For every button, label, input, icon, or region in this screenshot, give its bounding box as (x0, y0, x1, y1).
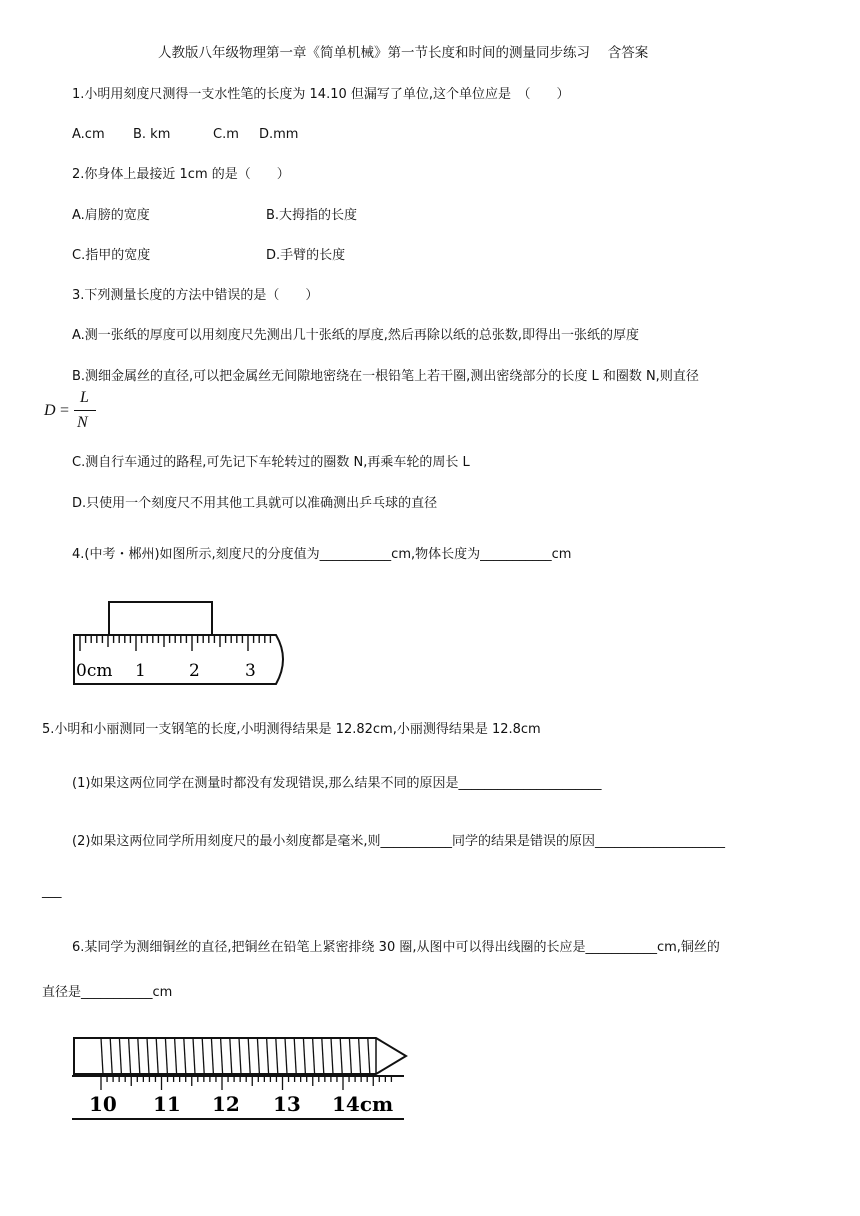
coil-winding (239, 1038, 241, 1074)
ruler-1-label-1: 1 (135, 661, 146, 681)
coil-winding (303, 1038, 305, 1074)
coil-winding (267, 1038, 269, 1074)
question-2-option-a: A.肩膀的宽度 (72, 208, 150, 223)
ruler-2-label-12: 12 (212, 1092, 240, 1116)
coil-winding (331, 1038, 333, 1074)
coil-winding (359, 1038, 361, 1074)
ruler-2-label-10: 10 (89, 1092, 117, 1116)
coil-winding (129, 1038, 131, 1074)
question-5-stem: 5.小明和小丽测同一支钢笔的长度,小明测得结果是 12.82cm,小丽测得结果是 12.8cm (42, 722, 541, 737)
question-2-stem: 2.你身体上最接近 1cm 的是（ ） (72, 167, 290, 182)
coil-winding (294, 1038, 296, 1074)
question-1-option-b: B. km (133, 127, 171, 142)
question-4-stem: 4.(中考・郴州)如图所示,刻度尺的分度值为___________cm,物体长度为___________cm (72, 547, 572, 562)
ruler-1-label-0: 0cm (76, 661, 113, 681)
coil-winding (322, 1038, 324, 1074)
coil-winding (285, 1038, 287, 1074)
formula-lhs: D (44, 402, 56, 419)
coil-winding (276, 1038, 278, 1074)
coil-winding (340, 1038, 342, 1074)
ruler-2-label-14cm: 14cm (332, 1092, 394, 1116)
question-5-part-1: (1)如果这两位同学在测量时都没有发现错误,那么结果不同的原因是______________________ (72, 776, 602, 791)
coil-winding (313, 1038, 315, 1074)
coil-winding (101, 1038, 103, 1074)
question-3-option-a: A.测一张纸的厚度可以用刻度尺先测出几十张纸的厚度,然后再除以纸的总张数,即得出一张纸的厚度 (72, 328, 640, 343)
question-2-option-b: B.大拇指的长度 (266, 208, 358, 223)
measured-block (109, 602, 212, 635)
question-3-option-c: C.测自行车通过的路程,可先记下车轮转过的圈数 N,再乘车轮的周长 L (72, 455, 470, 470)
coil-winding (368, 1038, 370, 1074)
formula-equals: = (60, 402, 70, 419)
question-3-option-d: D.只使用一个刻度尺不用其他工具就可以准确测出乒乓球的直径 (72, 496, 438, 511)
page-title: 人教版八年级物理第一章《简单机械》第一节长度和时间的测量同步练习 含答案 (158, 45, 649, 61)
question-3-stem: 3.下列测量长度的方法中错误的是（ ） (72, 288, 319, 303)
ruler-1-label-2: 2 (189, 661, 200, 681)
coil-winding (248, 1038, 250, 1074)
ruler-figure-1 (70, 597, 292, 689)
coil-winding (193, 1038, 195, 1074)
coil-winding (211, 1038, 213, 1074)
formula-numerator: L (80, 389, 89, 406)
coil-winding (156, 1038, 158, 1074)
coil-winding (175, 1038, 177, 1074)
question-1-option-d: D.mm (259, 127, 299, 142)
fraction-bar (74, 410, 96, 411)
coil-winding (110, 1038, 112, 1074)
coil-winding (138, 1038, 140, 1074)
coil-winding (221, 1038, 223, 1074)
coil-winding (184, 1038, 186, 1074)
question-2-option-d: D.手臂的长度 (266, 248, 346, 263)
ruler-2-label-11: 11 (153, 1092, 181, 1116)
copper-wire-coil (101, 1038, 370, 1074)
question-1-stem: 1.小明用刻度尺测得一支水性笔的长度为 14.10 但漏写了单位,这个单位应是 （ ） (72, 87, 570, 102)
formula-denominator: N (77, 414, 88, 431)
ruler-1-ticks (80, 635, 270, 651)
coil-winding (230, 1038, 232, 1074)
ruler-1-label-3: 3 (245, 661, 256, 681)
question-5-part-2-continued: ___ (42, 884, 62, 899)
question-6-stem-continued: 直径是___________cm (42, 985, 173, 1000)
coil-winding (257, 1038, 259, 1074)
coil-winding (119, 1038, 121, 1074)
ruler-2-ticks (101, 1076, 391, 1090)
question-1-option-a: A.cm (72, 127, 105, 142)
coil-winding (349, 1038, 351, 1074)
question-1-option-c: C.m (213, 127, 239, 142)
question-5-part-2: (2)如果这两位同学所用刻度尺的最小刻度都是毫米,则___________同学的结果是错误的原因____________________ (72, 834, 726, 849)
ruler-2-label-13: 13 (273, 1092, 301, 1116)
ruler-figure-2 (70, 1022, 412, 1124)
coil-winding (202, 1038, 204, 1074)
question-6-stem: 6.某同学为测细铜丝的直径,把铜丝在铅笔上紧密排绕 30 圈,从图中可以得出线圈的长应是___________cm,铜丝的 (72, 940, 720, 955)
question-2-option-c: C.指甲的宽度 (72, 248, 151, 263)
coil-winding (165, 1038, 167, 1074)
coil-winding (147, 1038, 149, 1074)
question-3-option-b: B.测细金属丝的直径,可以把金属丝无间隙地密绕在一根铅笔上若干圈,测出密绕部分的长度 L 和圈数 N,则直径 (72, 369, 699, 384)
